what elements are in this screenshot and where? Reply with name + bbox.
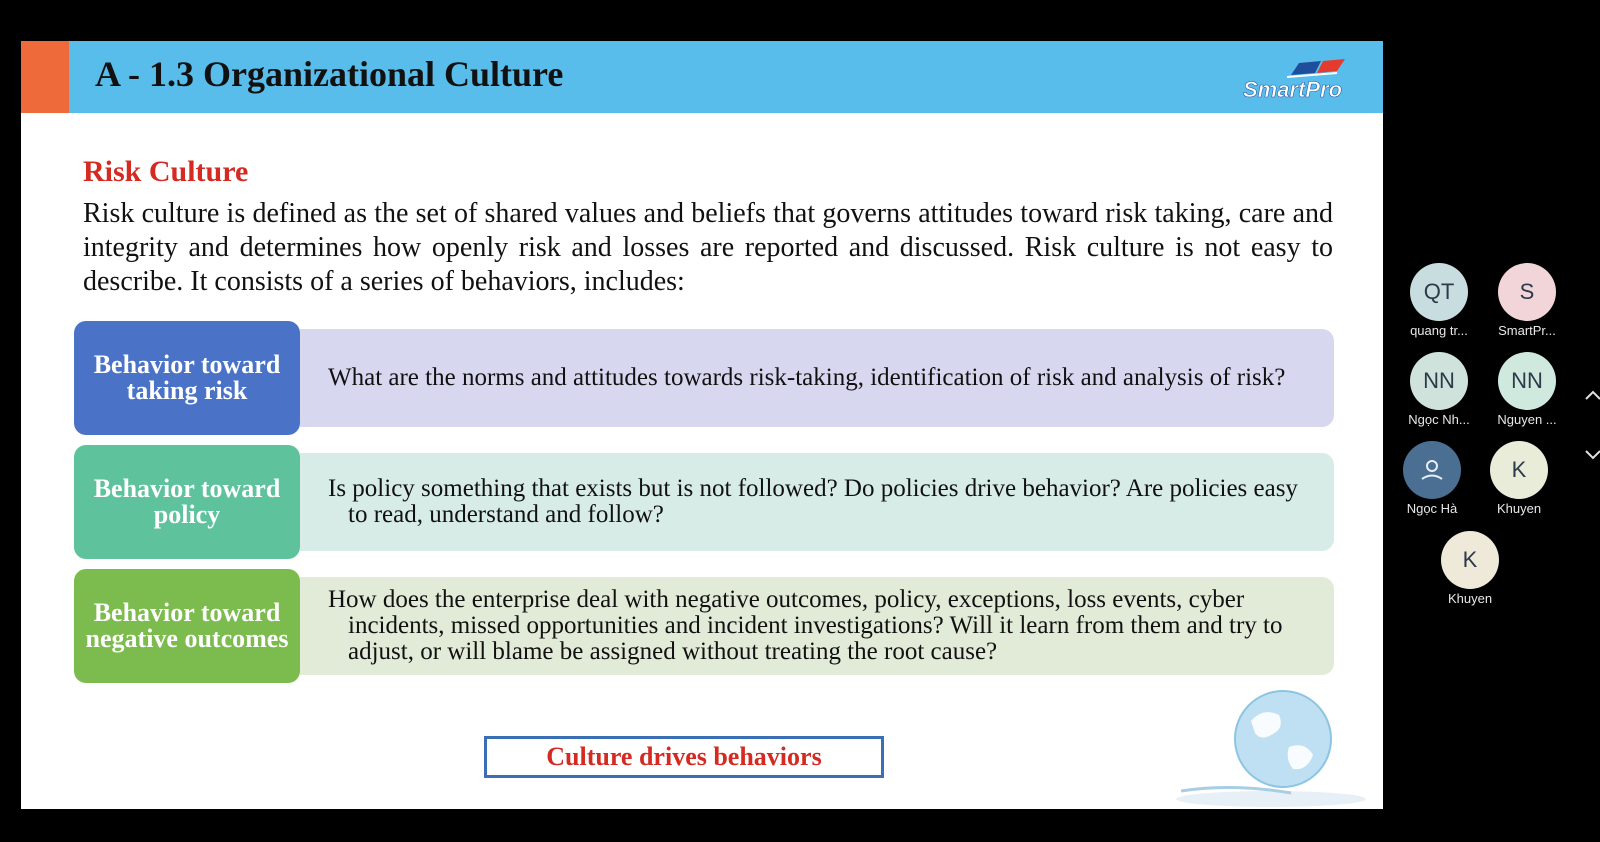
intro-paragraph: Risk culture is defined as the set of shared values and beliefs that governs attitudes toward risk taking, care and integrity and determines how openly risk and losses are reported and discussed. Risk culture is not easy to describe. It consists of a series of behaviors, includes: [83,198,1333,297]
participant-name: Khuyen [1496,501,1542,516]
section-heading: Risk Culture [83,155,249,188]
participant-name: Ngọc Hà [1406,501,1458,516]
row-label-risk: Behavior toward taking risk [74,321,300,435]
chevron-down-icon[interactable] [1583,444,1600,464]
presentation-slide [21,41,1383,809]
participant-tile[interactable] [1420,531,1520,606]
row-box-risk [300,329,1334,427]
avatar: QT [1410,263,1468,321]
participant-name: SmartPr... [1498,323,1556,338]
user-icon [1417,455,1447,485]
row-text-policy: Is policy something that exists but is not followed? Do policies drive behavior? Are policies easy to read, understand and follow? [328,475,1298,528]
row-box-policy [300,453,1334,551]
title-accent-block [21,41,69,113]
avatar: S [1498,263,1556,321]
participant-name: Ngọc Nh... [1408,412,1470,427]
behavior-row-outcomes [74,569,1334,683]
participant-tile[interactable] [1389,352,1489,427]
avatar: K [1441,531,1499,589]
slide-title: A - 1.3 Organizational Culture [95,54,564,94]
row-label-policy: Behavior toward policy [74,445,300,559]
participant-name: quang tr... [1410,323,1468,338]
participant-tile[interactable] [1469,441,1569,516]
behavior-row-risk [74,321,1334,435]
avatar [1403,441,1461,499]
culture-drives-behaviors-box: Culture drives behaviors [484,736,884,778]
chevron-up-icon[interactable] [1583,386,1600,406]
avatar: NN [1498,352,1556,410]
participant-tile[interactable] [1477,263,1577,338]
row-box-outcomes [300,577,1334,675]
row-text-outcomes: How does the enterprise deal with negative outcomes, policy, exceptions, loss events, cyber incidents, missed opportunities and incident investigations? Will it learn from them and try to adjust, or will blame be assigned without treating the root cause? [328,586,1283,665]
row-text-risk: What are the norms and attitudes towards risk-taking, identification of risk and analysis of risk? [328,364,1286,391]
avatar: NN [1410,352,1468,410]
participant-name: Nguyen ... [1497,412,1557,427]
participant-tile[interactable] [1389,263,1489,338]
globe-illustration [1171,671,1371,809]
participant-tile[interactable] [1382,441,1482,516]
logo-text: SmartPro [1243,77,1343,102]
participants-panel [1383,0,1600,842]
smartpro-logo [1241,57,1361,103]
row-label-outcomes: Behavior toward negative outcomes [74,569,300,683]
participant-tile[interactable] [1477,352,1577,427]
avatar: K [1490,441,1548,499]
behavior-row-policy [74,445,1334,559]
participant-name: Khuyen [1447,591,1493,606]
